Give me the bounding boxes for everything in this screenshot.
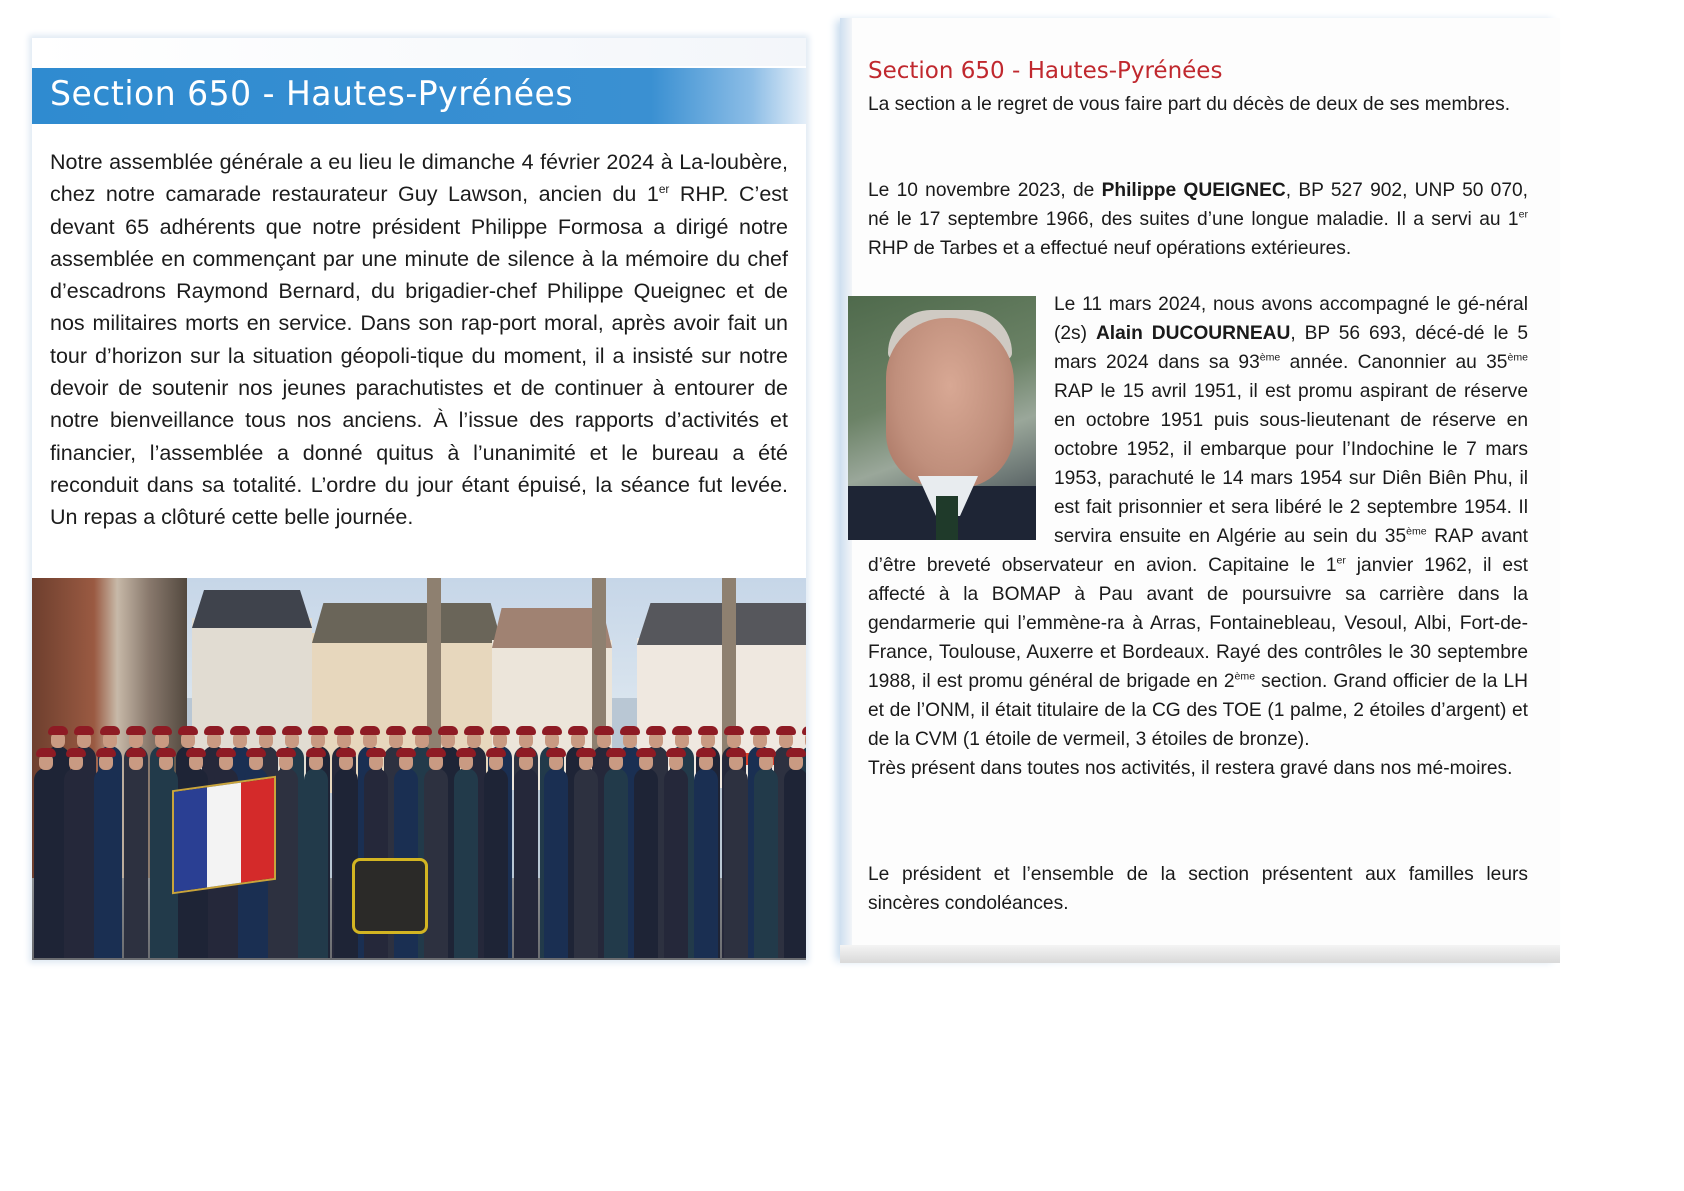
text-part: RHP de Tarbes et a effectué neuf opérations extérieures. bbox=[868, 238, 1352, 259]
photo-red-beret bbox=[696, 748, 716, 757]
portrait-photo bbox=[848, 296, 1036, 540]
photo-person bbox=[454, 768, 478, 958]
photo-red-beret bbox=[486, 748, 506, 757]
photo-red-beret bbox=[178, 726, 198, 735]
text-part: RAP le 15 avril 1951, il est promu aspirant de réserve en octobre 1951 puis sous-lieutenant de réserve en octobre 1952, il embarque pour l’Indochine le 7 mars 1953, parachuté le 14 mars 1954 sur Diên Biên Phu, il est fait prisonnier et sera libéré le 2 septembre 1954. Il servira ensuite en Algérie au sein du 35 bbox=[1054, 381, 1528, 547]
photo-person bbox=[64, 768, 88, 958]
portrait-tie bbox=[936, 496, 958, 540]
photo-red-beret bbox=[636, 748, 656, 757]
photo-red-beret bbox=[576, 748, 596, 757]
photo-red-beret bbox=[308, 726, 328, 735]
photo-red-beret bbox=[216, 748, 236, 757]
ducourneau-paragraph bbox=[868, 290, 1528, 783]
photo-red-beret bbox=[186, 748, 206, 757]
photo-person bbox=[754, 768, 778, 958]
photo-red-beret bbox=[230, 726, 250, 735]
photo-red-beret bbox=[66, 748, 86, 757]
photo-person bbox=[94, 768, 118, 958]
photo-wheelchair bbox=[352, 858, 428, 934]
photo-red-beret bbox=[156, 748, 176, 757]
text-part: Le 11 mars 2024, nous avons accompagné le gé-néral (2s) bbox=[1054, 294, 1528, 344]
photo-french-flag bbox=[172, 776, 276, 895]
text-part: RAP avant d’être breveté observateur en avion. Capitaine le 1 bbox=[868, 526, 1528, 576]
photo-person bbox=[604, 768, 628, 958]
superscript: er bbox=[1336, 554, 1346, 567]
photo-red-beret bbox=[426, 748, 446, 757]
text-part: , BP 527 902, UNP 50 070, né le 17 septembre 1966, des suites d’une longue maladie. Il a servi au 1 bbox=[868, 180, 1528, 230]
photo-person bbox=[274, 768, 298, 958]
left-article-header-bar bbox=[32, 68, 806, 124]
photo-red-beret bbox=[490, 726, 510, 735]
right-article-title: Section 650 - Hautes-Pyrénées bbox=[868, 58, 1223, 84]
photo-red-beret bbox=[802, 726, 806, 735]
photo-red-beret bbox=[464, 726, 484, 735]
deceased-name: Philippe QUEIGNEC bbox=[1101, 180, 1286, 201]
left-article-title: Section 650 - Hautes-Pyrénées bbox=[50, 73, 574, 114]
photo-person bbox=[574, 768, 598, 958]
photo-red-beret bbox=[456, 748, 476, 757]
photo-red-beret bbox=[276, 748, 296, 757]
photo-red-beret bbox=[336, 748, 356, 757]
photo-red-beret bbox=[48, 726, 68, 735]
body-text-part: Notre assemblée générale a eu lieu le dimanche 4 février 2024 à La-loubère, chez notre camarade restaurateur Guy Lawson, ancien du 1 bbox=[50, 150, 788, 207]
photo-red-beret bbox=[646, 726, 666, 735]
photo-red-beret bbox=[672, 726, 692, 735]
photo-red-beret bbox=[620, 726, 640, 735]
photo-red-beret bbox=[568, 726, 588, 735]
photo-person bbox=[34, 768, 58, 958]
text-part: , BP 56 693, décé-dé le 5 mars 2024 dans sa 93 bbox=[1054, 323, 1528, 373]
photo-red-beret bbox=[126, 748, 146, 757]
photo-person bbox=[484, 768, 508, 958]
photo-red-beret bbox=[36, 748, 56, 757]
photo-red-beret bbox=[776, 726, 796, 735]
photo-red-beret bbox=[666, 748, 686, 757]
photo-red-beret bbox=[756, 748, 776, 757]
photo-roof bbox=[312, 603, 502, 643]
text-part: janvier 1962, il est affecté à la BOMAP à Pau avant de poursuivre sa carrière dans la gendarmerie qui l’emmène-ra à Arras, Fontainebleau, Vesoul, Albi, Fort-de-France, Toulouse, Auxerre et Bordeaux. Rayé des contrôles le 30 septembre 1988, il est promu général de brigade en 2 bbox=[868, 555, 1529, 692]
panel-bottom-shadow bbox=[840, 945, 1560, 963]
right-article bbox=[840, 18, 1560, 963]
photo-red-beret bbox=[334, 726, 354, 735]
photo-red-beret bbox=[282, 726, 302, 735]
photo-red-beret bbox=[396, 748, 416, 757]
photo-red-beret bbox=[256, 726, 276, 735]
superscript: er bbox=[658, 182, 670, 197]
superscript: ème bbox=[1234, 670, 1256, 683]
photo-person bbox=[694, 768, 718, 958]
photo-person bbox=[724, 768, 748, 958]
photo-red-beret bbox=[360, 726, 380, 735]
panel-top-strip bbox=[32, 38, 806, 66]
group-photo bbox=[32, 578, 806, 960]
photo-person bbox=[784, 768, 806, 958]
photo-red-beret bbox=[152, 726, 172, 735]
text-part: Le 10 novembre 2023, de bbox=[868, 180, 1102, 201]
body-text-part: RHP. C’est devant 65 adhérents que notre président Philippe Formosa a dirigé notre assemblée en commençant par une minute de silence à la mémoire du chef d’escadrons Raymond Bernard, du brigadier-chef Philippe Queignec et de nos militaires morts en service. Dans son rap-port moral, après avoir fait un tour d’horizon sur la situation géopoli-tique du moment, il a insisté sur notre devoir de soutenir nos jeunes parachutistes et de continuer à entourer de notre bienveillance tous nos anciens. À l’issue des rapports d’activités et financier, l’assemblée a donné quitus à l’unanimité et le bureau a été reconduit dans sa totalité. L’ordre du jour étant épuisé, la séance fut levée. Un repas a clôturé cette belle journée. bbox=[50, 182, 788, 530]
photo-red-beret bbox=[726, 748, 746, 757]
photo-person bbox=[124, 768, 148, 958]
photo-red-beret bbox=[724, 726, 744, 735]
photo-red-beret bbox=[542, 726, 562, 735]
photo-red-beret bbox=[74, 726, 94, 735]
photo-red-beret bbox=[606, 748, 626, 757]
photo-person bbox=[514, 768, 538, 958]
left-article-body bbox=[50, 146, 788, 534]
superscript: er bbox=[1518, 208, 1528, 221]
photo-red-beret bbox=[546, 748, 566, 757]
photo-red-beret bbox=[750, 726, 770, 735]
photo-red-beret bbox=[412, 726, 432, 735]
superscript: ème bbox=[1259, 351, 1281, 364]
photo-red-beret bbox=[386, 726, 406, 735]
photo-red-beret bbox=[438, 726, 458, 735]
text-part: section. Grand officier de la LH et de l’ONM, il était titulaire de la CG des TOE (1 palme, 2 étoiles d’argent) et de la CVM (1 étoile de vermeil, 3 étoiles de bronze). bbox=[868, 671, 1528, 750]
photo-red-beret bbox=[366, 748, 386, 757]
photo-roof bbox=[192, 590, 312, 628]
tribute-text: Très présent dans toutes nos activités, il restera gravé dans nos mé-moires. bbox=[868, 758, 1513, 779]
closing-paragraph: Le président et l’ensemble de la section présentent aux familles leurs sincères condoléances. bbox=[868, 864, 1528, 914]
text-part: année. Canonnier au 35 bbox=[1280, 352, 1508, 373]
superscript: ème bbox=[1406, 525, 1427, 538]
photo-red-beret bbox=[246, 748, 266, 757]
photo-person bbox=[664, 768, 688, 958]
deceased-name: Alain DUCOURNEAU bbox=[1095, 323, 1291, 344]
photo-red-beret bbox=[786, 748, 806, 757]
intro-paragraph: La section a le regret de vous faire part du décès de deux de ses membres. bbox=[868, 94, 1511, 115]
queignec-paragraph bbox=[868, 176, 1528, 263]
photo-person bbox=[544, 768, 568, 958]
left-article bbox=[32, 38, 806, 960]
photo-person bbox=[304, 768, 328, 958]
photo-red-beret bbox=[96, 748, 116, 757]
photo-red-beret bbox=[306, 748, 326, 757]
photo-red-beret bbox=[126, 726, 146, 735]
portrait-face bbox=[886, 318, 1014, 488]
photo-red-beret bbox=[698, 726, 718, 735]
photo-red-beret bbox=[594, 726, 614, 735]
photo-red-beret bbox=[516, 748, 536, 757]
photo-red-beret bbox=[204, 726, 224, 735]
superscript: ème bbox=[1507, 351, 1528, 364]
photo-red-beret bbox=[100, 726, 120, 735]
photo-person bbox=[634, 768, 658, 958]
photo-red-beret bbox=[516, 726, 536, 735]
